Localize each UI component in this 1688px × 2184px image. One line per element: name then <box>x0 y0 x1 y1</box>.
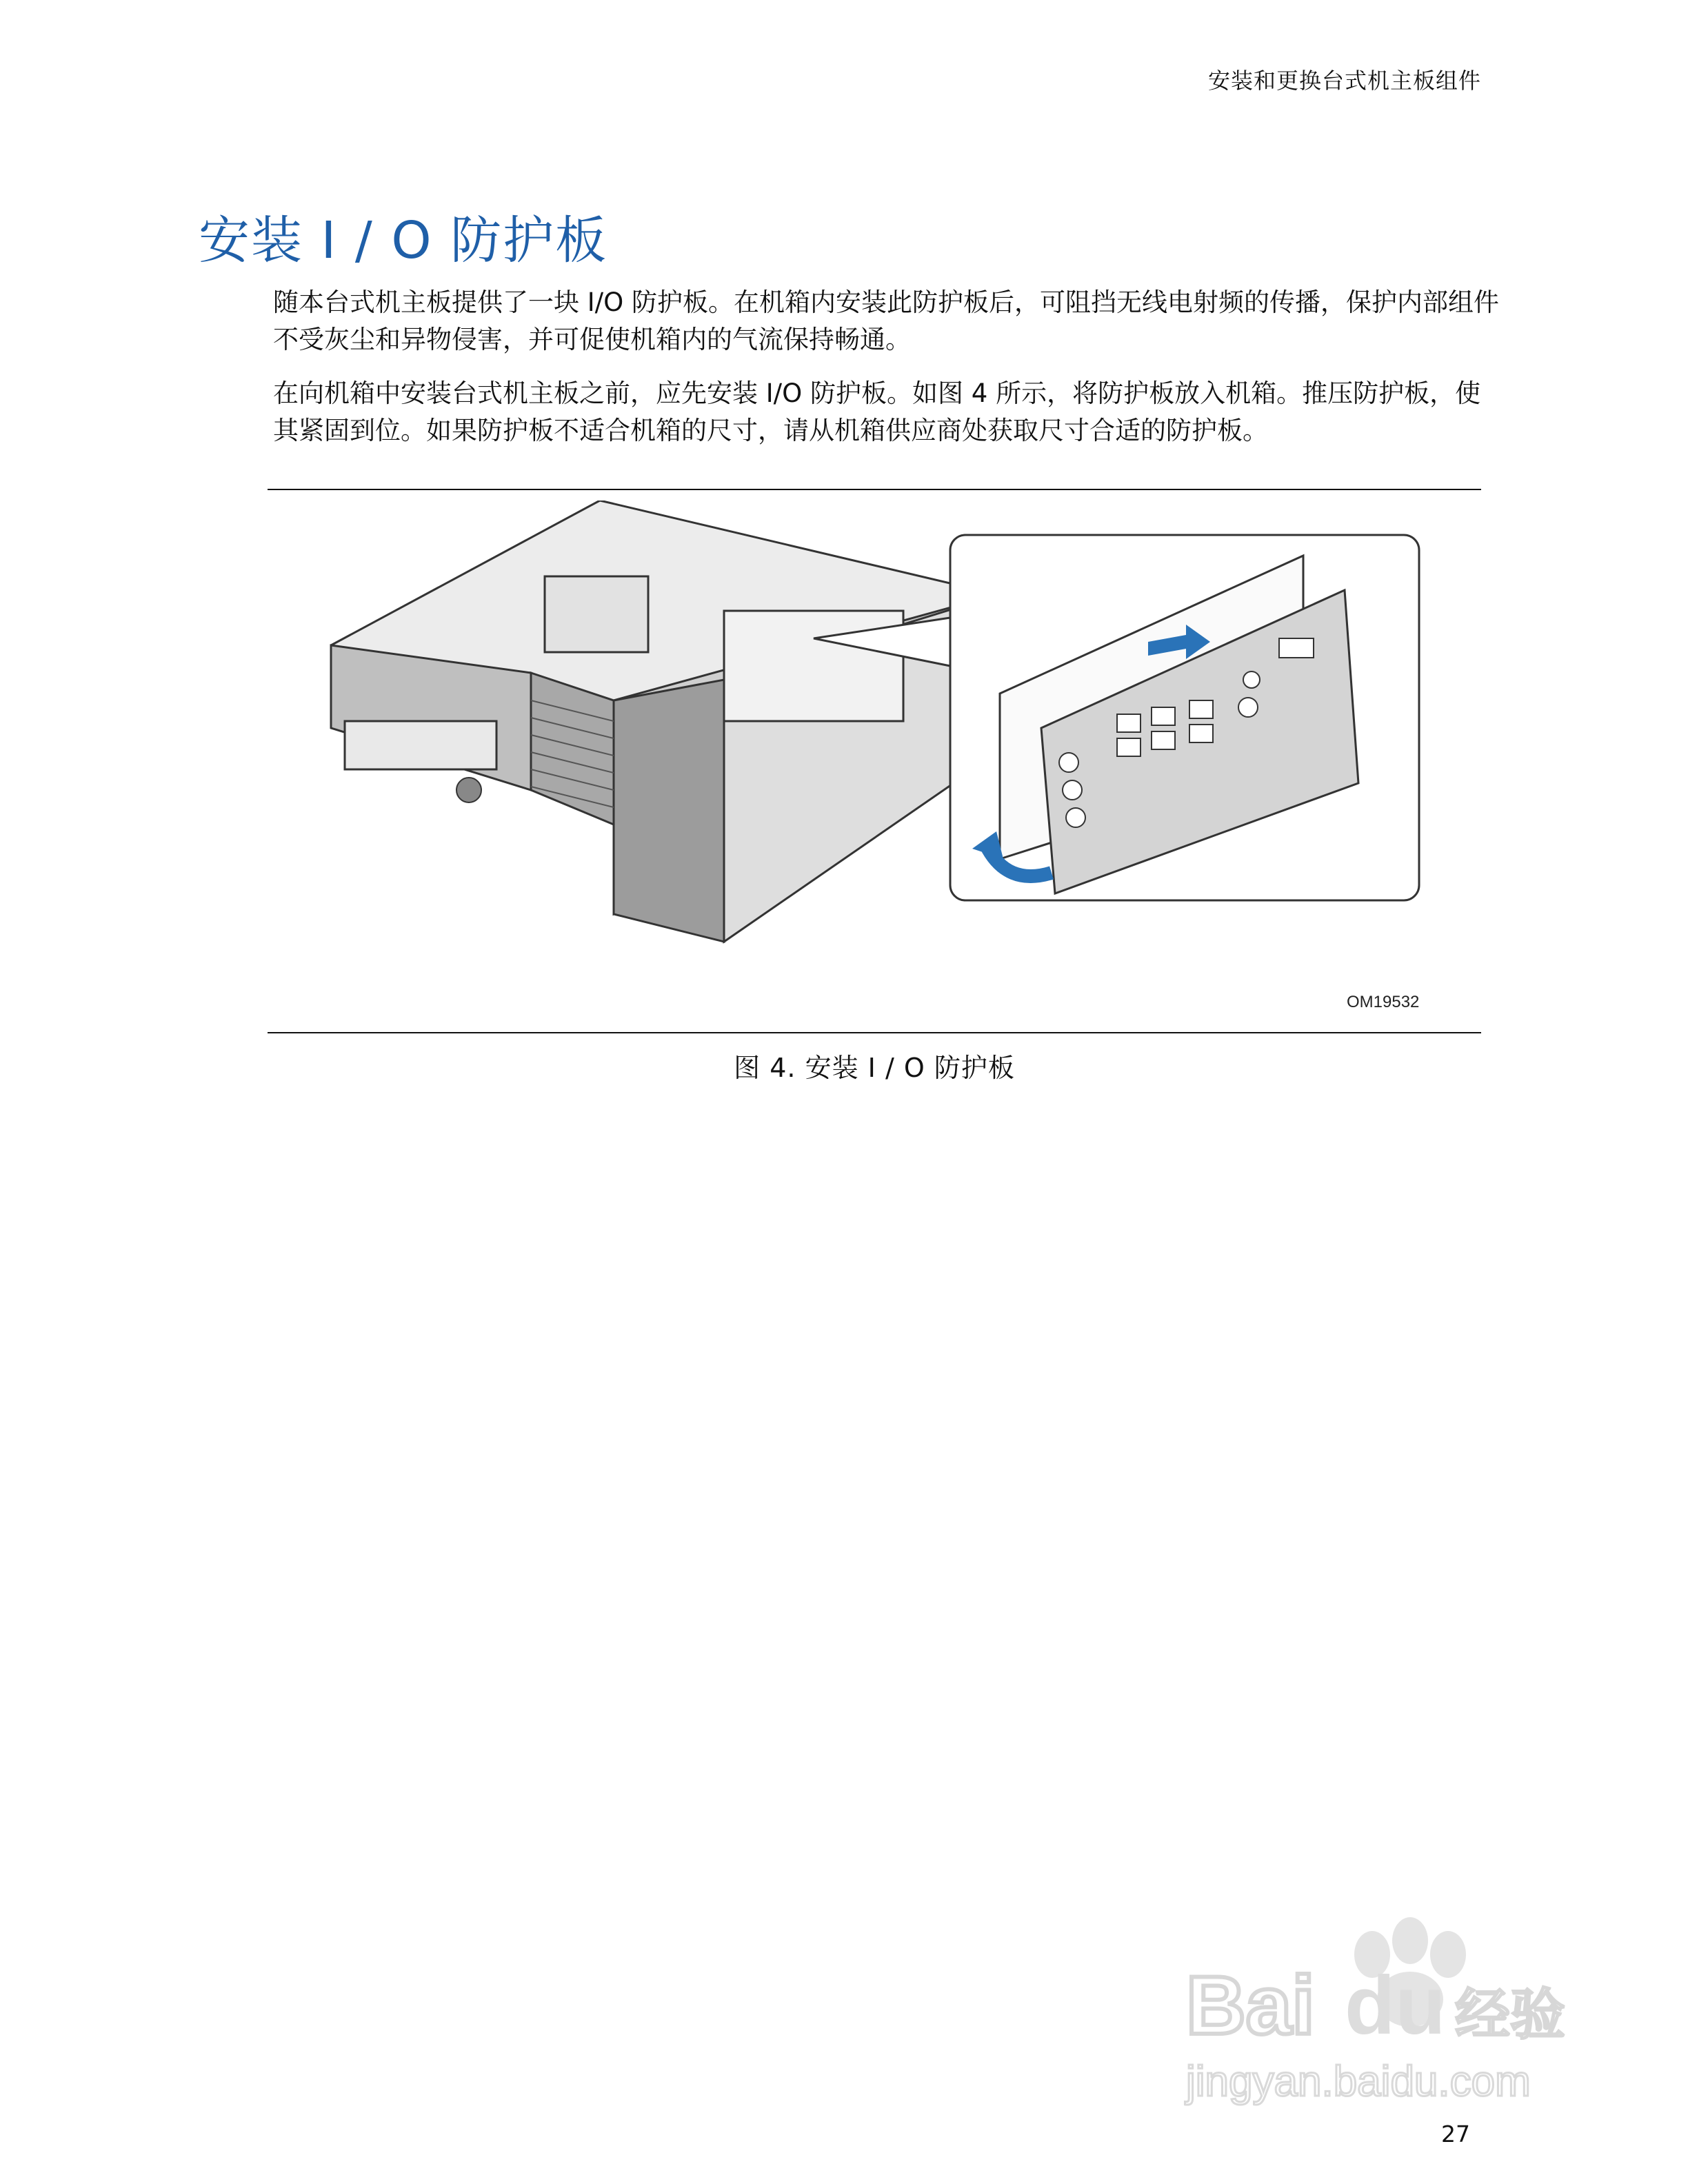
running-header: 安装和更换台式机主板组件 <box>1207 68 1481 94</box>
io-shield-installation-figure <box>324 501 1427 1019</box>
baidu-jingyan-watermark <box>1172 1889 1586 2110</box>
svg-text:经验: 经验 <box>1455 1983 1565 2047</box>
page-number: 27 <box>1441 2121 1470 2147</box>
figure-bottom-rule <box>268 1032 1481 1033</box>
body-paragraph-2: 在向机箱中安装台式机主板之前，应先安装 I/O 防护板。如图 4 所示，将防护板放入机箱。推压防护板，使其紧固到位。如果防护板不适合机箱的尺寸，请从机箱供应商处获取尺寸合适的防护板。 <box>273 378 1481 445</box>
section-title: 安装 I / O 防护板 <box>199 211 608 270</box>
svg-text:Bai: Bai <box>1186 1959 1315 2052</box>
svg-text:jingyan.baidu.com: jingyan.baidu.com <box>1186 2058 1531 2105</box>
figure-id-label: OM19532 <box>1347 993 1420 1011</box>
figure-top-rule <box>268 489 1481 490</box>
figure-caption: 图 4. 安装 I / O 防护板 <box>734 1053 1015 1083</box>
svg-text:du: du <box>1345 1959 1446 2052</box>
body-paragraph-1: 随本台式机主板提供了一块 I/O 防护板。在机箱内安装此防护板后，可阻挡无线电射频的传播，保护内部组件不受灰尘和异物侵害，并可促使机箱内的气流保持畅通。 <box>273 287 1500 354</box>
